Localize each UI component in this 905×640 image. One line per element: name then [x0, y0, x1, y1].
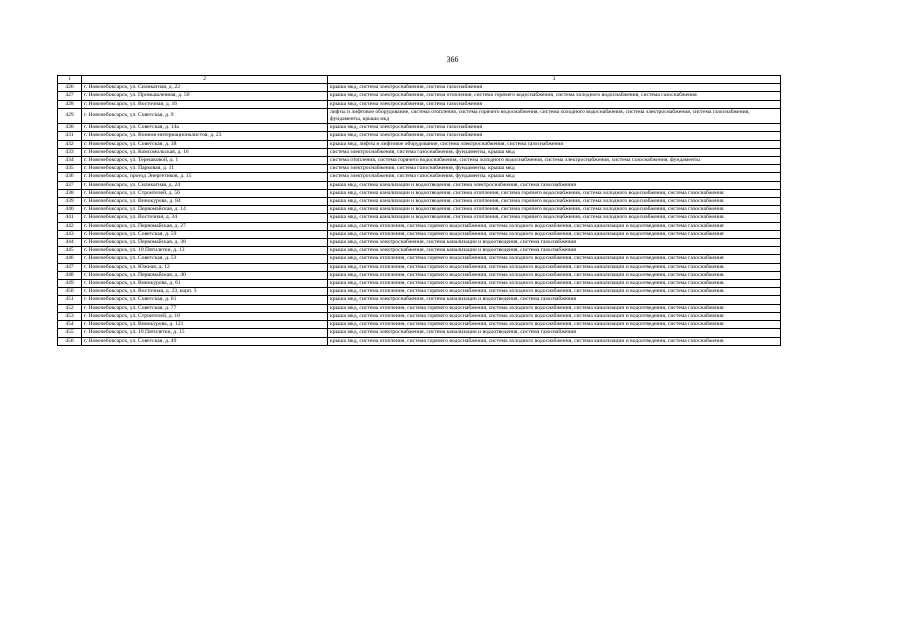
row-address: г. Новочебоксарск, проезд Энергетиков, д. 15 — [82, 173, 328, 181]
table-row — [58, 157, 781, 165]
row-address: г. Новочебоксарск, ул. Восточная, д. 16 — [82, 100, 328, 108]
row-number: 435 — [58, 165, 82, 173]
row-address: г. Новочебоксарск, ул. Советская, д. 38 — [82, 140, 328, 148]
row-works: система отопления, система горячего водоснабжения, система холодного водоснабжения, система электроснабжения, система газоснабжения, фундаменты — [328, 157, 781, 165]
header-col-3: 3 — [328, 76, 781, 84]
row-address: г. Новочебоксарск, ул. Промышленная, д. 50 — [82, 92, 328, 100]
row-works: крыша мкд, система отопления, система горячего водоснабжения, система холодного водоснабжения, система канализации и водоотведения, система газоснабжения — [328, 280, 781, 288]
row-number: 450 — [58, 288, 82, 296]
table-row — [58, 198, 781, 206]
row-works: крыша мкд, система отопления, система горячего водоснабжения, система холодного водоснабжения, система канализации и водоотведения, система газоснабжения — [328, 304, 781, 312]
row-address: г. Новочебоксарск, ул. 10 Пятилетки, д. 13 — [82, 247, 328, 255]
row-number: 432 — [58, 140, 82, 148]
table-row — [58, 181, 781, 189]
row-number: 439 — [58, 198, 82, 206]
row-works: крыша мкд, система отопления, система горячего водоснабжения, система холодного водоснабжения, система канализации и водоотведения, система газоснабжения — [328, 321, 781, 329]
row-address: г. Новочебоксарск, ул. Советская, д. 14а — [82, 124, 328, 132]
row-address: г. Новочебоксарск, ул. Винокурова, д. 121 — [82, 321, 328, 329]
row-address: г. Новочебоксарск, ул. Советская, д. 77 — [82, 304, 328, 312]
table-row — [58, 214, 781, 222]
row-address: г. Новочебоксарск, ул. Силикатная, д. 22 — [82, 84, 328, 92]
table-row — [58, 288, 781, 296]
row-number: 447 — [58, 263, 82, 271]
row-address: г. Новочебоксарск, ул. Первомайская, д. 40 — [82, 271, 328, 279]
row-address: г. Новочебоксарск, ул. Советская, д. 9 — [82, 108, 328, 123]
row-address: г. Новочебоксарск, ул. Восточная, д. 34 — [82, 214, 328, 222]
row-address: г. Новочебоксарск, ул. Советская, д. 59 — [82, 230, 328, 238]
row-works: крыша мкд, лифты и лифтовое оборудование, система электроснабжения, система газоснабжения — [328, 140, 781, 148]
row-works: крыша мкд, система электроснабжения, система канализации и водоотведения, система газоснабжения — [328, 329, 781, 337]
row-works: крыша мкд, система электроснабжения, система канализации и водоотведения, система газоснабжения — [328, 296, 781, 304]
row-number: 438 — [58, 189, 82, 197]
row-number: 426 — [58, 84, 82, 92]
table-row — [58, 239, 781, 247]
row-number: 456 — [58, 337, 82, 345]
table-row — [58, 247, 781, 255]
row-works: крыша мкд, система отопления, система горячего водоснабжения, система холодного водоснабжения, система канализации и водоотведения, система газоснабжения — [328, 312, 781, 320]
table-row — [58, 206, 781, 214]
row-address: г. Новочебоксарск, ул. Первомайская, д. 27 — [82, 222, 328, 230]
row-address: г. Новочебоксарск, ул. Первомайская, д. 14 — [82, 206, 328, 214]
header-col-2: 2 — [82, 76, 328, 84]
row-number: 433 — [58, 148, 82, 156]
row-works: крыша мкд, система электроснабжения, система газоснабжения — [328, 100, 781, 108]
table-row — [58, 321, 781, 329]
table-row — [58, 100, 781, 108]
table-row — [58, 255, 781, 263]
row-works: крыша мкд, система электроснабжения, система газоснабжения — [328, 132, 781, 140]
row-works: система электроснабжения, система газоснабжения, фундаменты, крыша мкд — [328, 148, 781, 156]
header-col-1: 1 — [58, 76, 82, 84]
row-number: 452 — [58, 304, 82, 312]
row-address: г. Новочебоксарск, ул. Строителей, д. 56 — [82, 189, 328, 197]
row-number: 455 — [58, 329, 82, 337]
row-number: 449 — [58, 280, 82, 288]
row-number: 454 — [58, 321, 82, 329]
row-works: крыша мкд, система канализации и водоотведения, система отопления, система горячего водоснабжения, система холодного водоснабжения, система газоснабжения — [328, 198, 781, 206]
row-number: 443 — [58, 230, 82, 238]
row-address: г. Новочебоксарск, ул. 10 Пятилетки, д. 15 — [82, 329, 328, 337]
table-row — [58, 108, 781, 123]
table-row — [58, 296, 781, 304]
page-number: 366 — [446, 55, 459, 64]
row-number: 431 — [58, 132, 82, 140]
row-works: крыша мкд, система отопления, система горячего водоснабжения, система холодного водоснабжения, система канализации и водоотведения, система газоснабжения — [328, 263, 781, 271]
row-works: крыша мкд, система электроснабжения, система газоснабжения — [328, 84, 781, 92]
table-body — [58, 84, 781, 346]
row-address: г. Новочебоксарск, ул. Южная, д. 12 — [82, 263, 328, 271]
row-works: крыша мкд, система отопления, система горячего водоснабжения, система холодного водоснабжения, система канализации и водоотведения, система газоснабжения — [328, 222, 781, 230]
row-number: 437 — [58, 181, 82, 189]
table-row — [58, 271, 781, 279]
row-number: 444 — [58, 239, 82, 247]
row-address: г. Новочебоксарск, ул. Первомайская, д. 38 — [82, 239, 328, 247]
row-number: 453 — [58, 312, 82, 320]
table-row — [58, 222, 781, 230]
row-address: г. Новочебоксарск, ул. Советская, д. 49 — [82, 337, 328, 345]
row-works: крыша мкд, система канализации и водоотведения, система отопления, система горячего водоснабжения, система холодного водоснабжения, система газоснабжения — [328, 206, 781, 214]
row-number: 427 — [58, 92, 82, 100]
row-address: г. Новочебоксарск, ул. Комсомольская, д. 16 — [82, 148, 328, 156]
row-address: г. Новочебоксарск, ул. Воинов-интернационалистов, д. 23 — [82, 132, 328, 140]
table-row — [58, 263, 781, 271]
row-address: г. Новочебоксарск, ул. Восточная, д. 23, корп. 3 — [82, 288, 328, 296]
row-address: г. Новочебоксарск, ул. Строителей, д. 10 — [82, 312, 328, 320]
row-works: крыша мкд, система электроснабжения, система канализации и водоотведения, система газоснабжения — [328, 247, 781, 255]
table-row — [58, 230, 781, 238]
table-row — [58, 132, 781, 140]
row-works: крыша мкд, система канализации и водоотведения, система отопления, система горячего водоснабжения, система холодного водоснабжения, система газоснабжения — [328, 189, 781, 197]
row-works: система электроснабжения, система газоснабжения, фундаменты, крыша мкд — [328, 173, 781, 181]
table-row — [58, 92, 781, 100]
row-works: крыша мкд, система канализации и водоотведения, система электроснабжения, система газоснабжения — [328, 181, 781, 189]
row-works: крыша мкд, система электроснабжения, система отопления, система горячего водоснабжения, система холодного водоснабжения, система газоснабжения — [328, 92, 781, 100]
table-row — [58, 124, 781, 132]
table-row — [58, 140, 781, 148]
row-number: 428 — [58, 100, 82, 108]
table-row — [58, 304, 781, 312]
row-works: система электроснабжения, система газоснабжения, фундаменты, крыша мкд — [328, 165, 781, 173]
row-works: крыша мкд, система отопления, система горячего водоснабжения, система холодного водоснабжения, система канализации и водоотведения, система газоснабжения — [328, 271, 781, 279]
row-works: крыша мкд, система электроснабжения, система газоснабжения — [328, 124, 781, 132]
table-header-row — [58, 76, 781, 84]
table-row — [58, 148, 781, 156]
row-number: 448 — [58, 271, 82, 279]
table-row — [58, 312, 781, 320]
row-number: 451 — [58, 296, 82, 304]
row-address: г. Новочебоксарск, ул. Силикатная, д. 24 — [82, 181, 328, 189]
table-row — [58, 165, 781, 173]
row-number: 441 — [58, 214, 82, 222]
row-number: 430 — [58, 124, 82, 132]
table-row — [58, 173, 781, 181]
row-number: 445 — [58, 247, 82, 255]
row-number: 442 — [58, 222, 82, 230]
row-address: г. Новочебоксарск, ул. Парковая, д. 11 — [82, 165, 328, 173]
row-works: крыша мкд, система отопления, система горячего водоснабжения, система холодного водоснабжения, система канализации и водоотведения, система газоснабжения — [328, 255, 781, 263]
houses-table — [57, 75, 781, 346]
row-address: г. Новочебоксарск, ул. Винокурова, д. 61 — [82, 280, 328, 288]
row-works: крыша мкд, система электроснабжения, система канализации и водоотведения, система газоснабжения — [328, 239, 781, 247]
row-number: 429 — [58, 108, 82, 123]
table-row — [58, 84, 781, 92]
row-works: лифты и лифтовое оборудование, система отопления, система горячего водоснабжения, система холодного водоснабжения, система электроснабжения, система газоснабжения, фундаменты, крыша мкд — [328, 108, 781, 123]
row-address: г. Новочебоксарск, ул. Советская, д. 53 — [82, 255, 328, 263]
row-works: крыша мкд, система канализации и водоотведения, система отопления, система горячего водоснабжения, система холодного водоснабжения, система газоснабжения — [328, 214, 781, 222]
row-number: 440 — [58, 206, 82, 214]
table-row — [58, 189, 781, 197]
row-address: г. Новочебоксарск, ул. Винокурова, д. 84 — [82, 198, 328, 206]
table-row — [58, 329, 781, 337]
row-works: крыша мкд, система отопления, система горячего водоснабжения, система холодного водоснабжения, система канализации и водоотведения, система газоснабжения — [328, 337, 781, 345]
row-address: г. Новочебоксарск, ул. Терешковой, д. 1 — [82, 157, 328, 165]
row-works: крыша мкд, система отопления, система горячего водоснабжения, система холодного водоснабжения, система канализации и водоотведения, система газоснабжения — [328, 230, 781, 238]
row-address: г. Новочебоксарск, ул. Советская, д. 61 — [82, 296, 328, 304]
row-number: 446 — [58, 255, 82, 263]
row-number: 434 — [58, 157, 82, 165]
row-number: 436 — [58, 173, 82, 181]
row-works: крыша мкд, система отопления, система горячего водоснабжения, система холодного водоснабжения, система канализации и водоотведения, система газоснабжения — [328, 288, 781, 296]
table-row — [58, 337, 781, 345]
table-row — [58, 280, 781, 288]
